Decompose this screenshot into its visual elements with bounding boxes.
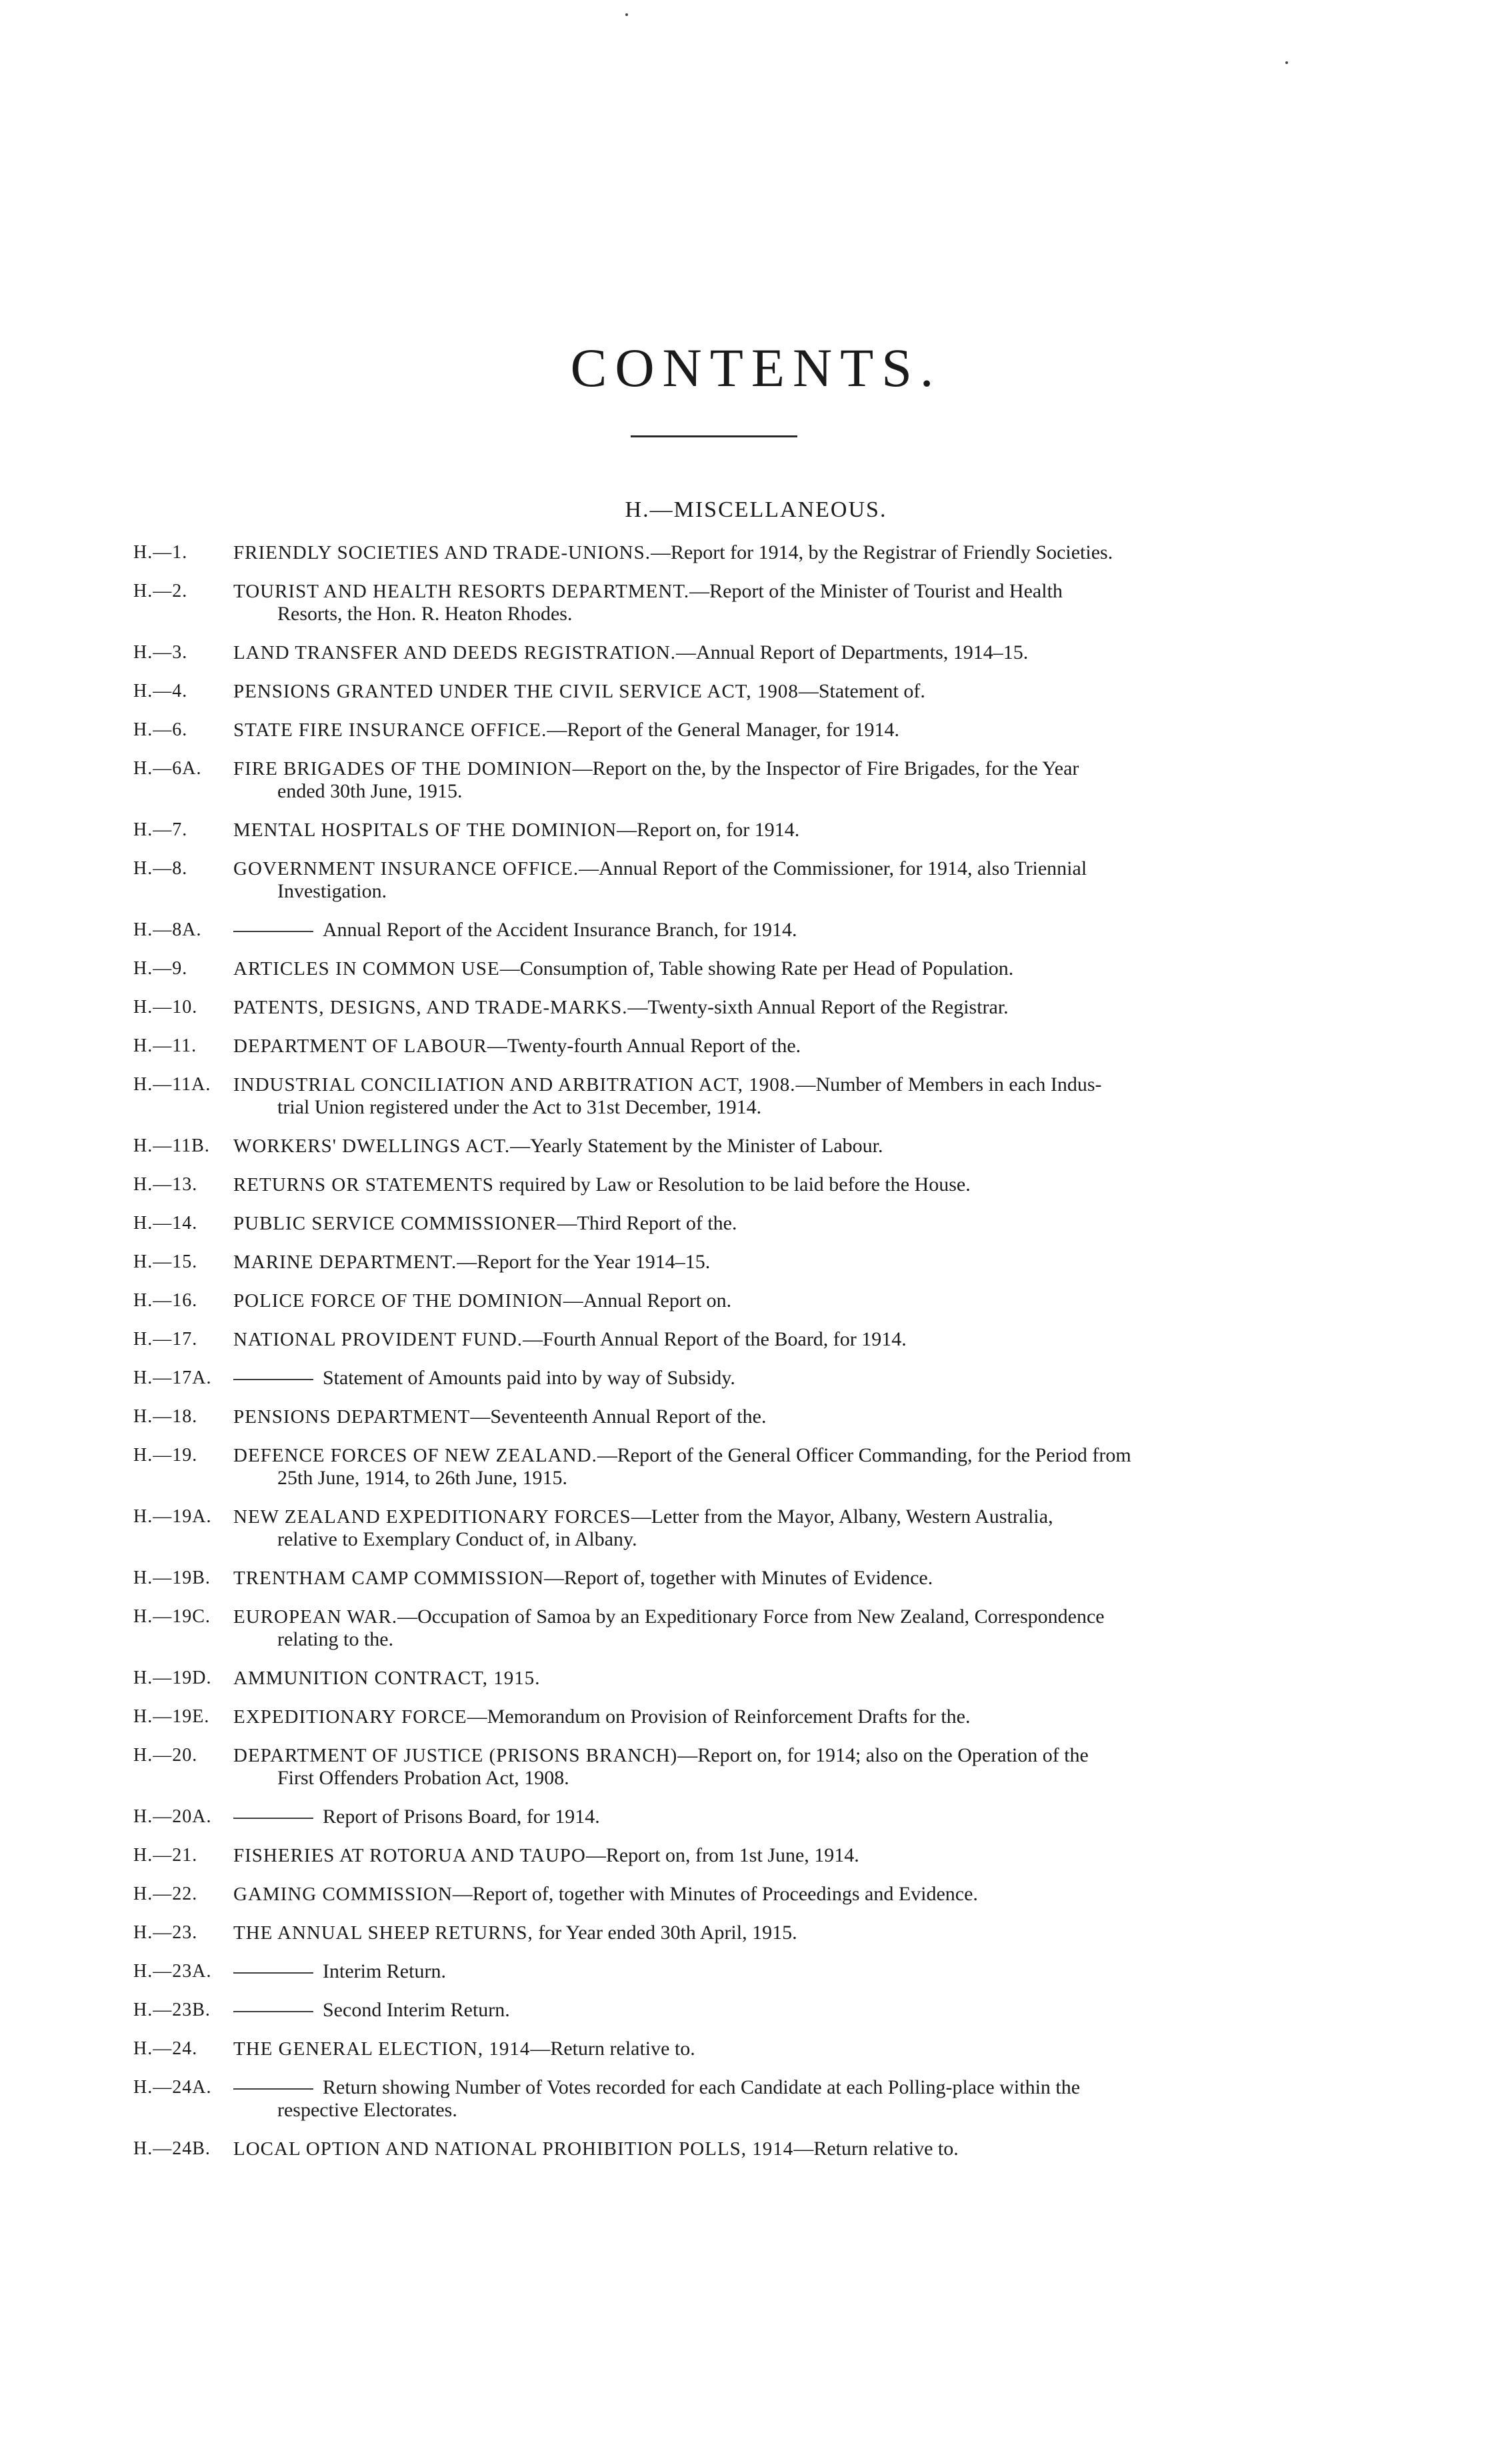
entry-text <box>233 1444 1320 1467</box>
entry-number: H.—24A. <box>133 2077 212 2098</box>
entry-text <box>233 1883 1320 1906</box>
entry-number: H.—23A. <box>133 1961 212 1982</box>
contents-entry <box>133 2076 1320 2099</box>
entry-number: H.—21. <box>133 1845 198 1866</box>
entry-description: —Occupation of Samoa by an Expeditionary Force from New Zealand, Correspondence <box>397 1606 1105 1628</box>
entry-description: Return showing Number of Votes recorded for each Candidate at each Polling-place within the <box>323 2076 1081 2098</box>
entry-block <box>133 1999 1320 2022</box>
entry-number: H.—14. <box>133 1213 198 1234</box>
entry-block <box>133 957 1320 980</box>
entry-block <box>133 919 1320 941</box>
entry-heading: TRENTHAM CAMP COMMISSION <box>233 1568 545 1589</box>
entry-heading: PATENTS, DESIGNS, AND TRADE-MARKS. <box>233 997 628 1018</box>
entry-number: H.—19E. <box>133 1706 210 1727</box>
entry-description: —Statement of. <box>798 680 925 702</box>
contents-entry <box>133 1035 1320 1057</box>
page-title: CONTENTS. <box>570 337 942 398</box>
entry-text <box>233 996 1320 1019</box>
entry-text <box>233 1212 1320 1235</box>
entry-continuation: Investigation. <box>277 880 387 902</box>
entry-text <box>233 541 1320 564</box>
entry-number: H.—6A. <box>133 758 202 779</box>
section-heading: H.—MISCELLANEOUS. <box>625 497 887 522</box>
entry-heading: GAMING COMMISSION <box>233 1884 453 1905</box>
entry-text <box>233 1806 1320 1828</box>
entry-block <box>133 1922 1320 1944</box>
entry-description: —Yearly Statement by the Minister of Labour. <box>510 1135 883 1157</box>
entry-description: —Seventeenth Annual Report of the. <box>470 1406 767 1428</box>
entry-number: H.—8. <box>133 858 188 879</box>
entry-number: H.—19A. <box>133 1506 212 1527</box>
entry-block <box>133 1506 1320 1551</box>
entry-block <box>133 2076 1320 2122</box>
entry-text <box>233 2138 1320 2160</box>
contents-list <box>133 541 1320 2176</box>
entry-block <box>133 1135 1320 1157</box>
contents-entry <box>133 1960 1320 1983</box>
entry-number: H.—20A. <box>133 1806 212 1827</box>
entry-heading: ARTICLES IN COMMON USE <box>233 958 500 979</box>
entry-text <box>233 819 1320 841</box>
contents-entry <box>133 1212 1320 1235</box>
entry-heading: STATE FIRE INSURANCE OFFICE. <box>233 719 547 741</box>
entry-description: —Fourth Annual Report of the Board, for 1914. <box>523 1328 907 1350</box>
entry-description: —Report on the, by the Inspector of Fire Brigades, for the Year <box>572 757 1079 779</box>
entry-text <box>233 641 1320 664</box>
entry-block <box>133 1035 1320 1057</box>
entry-continuation: respective Electorates. <box>277 2099 457 2121</box>
entry-text <box>233 2076 1320 2099</box>
entry-heading: NEW ZEALAND EXPEDITIONARY FORCES <box>233 1506 631 1528</box>
contents-entry <box>133 1506 1320 1528</box>
entry-block <box>133 2038 1320 2060</box>
entry-block <box>133 1706 1320 1728</box>
entry-text <box>233 1173 1320 1196</box>
contents-entry <box>133 1999 1320 2022</box>
entry-number: H.—19. <box>133 1445 198 1466</box>
entry-block <box>133 1444 1320 1490</box>
entry-number: H.—11B. <box>133 1135 210 1156</box>
entry-block <box>133 2138 1320 2160</box>
entry-description: Statement of Amounts paid into by way of Subsidy. <box>323 1367 735 1389</box>
entry-block <box>133 1744 1320 1790</box>
contents-entry <box>133 1328 1320 1351</box>
entry-block <box>133 1960 1320 1983</box>
entry-text <box>233 1960 1320 1983</box>
entry-text <box>233 1328 1320 1351</box>
contents-entry <box>133 641 1320 664</box>
contents-entry <box>133 1173 1320 1196</box>
entry-text <box>233 1251 1320 1274</box>
entry-heading: FISHERIES AT ROTORUA AND TAUPO <box>233 1845 586 1866</box>
entry-continuation: relative to Exemplary Conduct of, in Albany. <box>277 1528 637 1550</box>
ditto-dash <box>233 1379 313 1380</box>
entry-text <box>233 757 1320 780</box>
entry-continuation: 25th June, 1914, to 26th June, 1915. <box>277 1467 567 1489</box>
entry-number: H.—19D. <box>133 1668 212 1688</box>
entry-number: H.—17. <box>133 1329 198 1350</box>
entry-heading: LOCAL OPTION AND NATIONAL PROHIBITION POLLS, 1914 <box>233 2138 794 2160</box>
entry-heading: THE GENERAL ELECTION, 1914 <box>233 2038 531 2060</box>
entry-text <box>233 1367 1320 1390</box>
ditto-dash <box>233 1972 313 1974</box>
contents-entry <box>133 1744 1320 1767</box>
entry-heading: NATIONAL PROVIDENT FUND. <box>233 1329 523 1350</box>
entry-number: H.—23B. <box>133 2000 211 2020</box>
entry-number: H.—20. <box>133 1745 198 1766</box>
contents-entry <box>133 680 1320 703</box>
entry-text <box>233 1706 1320 1728</box>
entry-description: for Year ended 30th April, 1915. <box>533 1922 797 1944</box>
entry-block <box>133 1328 1320 1351</box>
entry-text <box>233 1606 1320 1628</box>
entry-description: —Report of, together with Minutes of Evidence. <box>544 1567 933 1589</box>
entry-description: —Letter from the Mayor, Albany, Western Australia, <box>631 1506 1053 1528</box>
entry-continuation: First Offenders Probation Act, 1908. <box>277 1767 569 1789</box>
entry-number: H.—16. <box>133 1290 198 1311</box>
entry-heading: DEPARTMENT OF JUSTICE (PRISONS BRANCH) <box>233 1745 678 1766</box>
entry-text <box>233 919 1320 941</box>
entry-description: —Report of the General Officer Commanding, for the Period from <box>597 1444 1131 1466</box>
entry-text <box>233 1999 1320 2022</box>
entry-heading: AMMUNITION CONTRACT, 1915. <box>233 1668 541 1689</box>
entry-heading: MENTAL HOSPITALS OF THE DOMINION <box>233 819 617 841</box>
entry-heading: THE ANNUAL SHEEP RETURNS, <box>233 1922 533 1944</box>
entry-description: —Twenty-sixth Annual Report of the Registrar. <box>627 996 1009 1018</box>
entry-text <box>233 1073 1320 1096</box>
contents-entry <box>133 2038 1320 2060</box>
entry-block <box>133 1406 1320 1428</box>
entry-description: Interim Return. <box>323 1960 446 1982</box>
entry-text <box>233 680 1320 703</box>
entry-block <box>133 1212 1320 1235</box>
entry-heading: MARINE DEPARTMENT. <box>233 1252 457 1273</box>
entry-heading: LAND TRANSFER AND DEEDS REGISTRATION. <box>233 642 677 663</box>
contents-entry <box>133 1922 1320 1944</box>
entry-description: —Number of Members in each Indus- <box>795 1073 1102 1095</box>
entry-heading: POLICE FORCE OF THE DOMINION <box>233 1290 563 1312</box>
entry-number: H.—2. <box>133 581 188 601</box>
entry-block <box>133 1567 1320 1590</box>
entry-number: H.—19B. <box>133 1568 211 1588</box>
entry-number: H.—22. <box>133 1884 198 1904</box>
contents-entry <box>133 857 1320 880</box>
contents-entry <box>133 1667 1320 1690</box>
contents-entry <box>133 1251 1320 1274</box>
entry-block <box>133 757 1320 803</box>
contents-entry <box>133 1367 1320 1390</box>
entry-description: —Report on, for 1914; also on the Operation of the <box>677 1744 1089 1766</box>
entry-block <box>133 541 1320 564</box>
contents-entry <box>133 1606 1320 1628</box>
contents-entry <box>133 1135 1320 1157</box>
entry-description: —Report of the General Manager, for 1914. <box>547 719 900 741</box>
entry-text <box>233 857 1320 880</box>
entry-number: H.—4. <box>133 681 188 701</box>
ditto-dash <box>233 1818 313 1819</box>
entry-number: H.—8A. <box>133 919 202 940</box>
entry-number: H.—13. <box>133 1174 198 1195</box>
entry-description: —Report for 1914, by the Registrar of Friendly Societies. <box>650 541 1113 563</box>
entry-text <box>233 719 1320 741</box>
entry-number: H.—7. <box>133 819 188 840</box>
ditto-dash <box>233 931 313 932</box>
entry-block <box>133 1606 1320 1651</box>
title-divider <box>631 435 797 437</box>
entry-block <box>133 1251 1320 1274</box>
print-speck <box>625 13 628 16</box>
contents-entry <box>133 1567 1320 1590</box>
entry-description: —Memorandum on Provision of Reinforcement Drafts for the. <box>467 1706 971 1728</box>
entry-description: —Twenty-fourth Annual Report of the. <box>487 1035 801 1057</box>
entry-description: —Third Report of the. <box>557 1212 737 1234</box>
entry-description: —Consumption of, Table showing Rate per Head of Population. <box>499 957 1014 979</box>
entry-number: H.—11A. <box>133 1074 211 1095</box>
entry-block <box>133 580 1320 625</box>
entry-block <box>133 641 1320 664</box>
entry-number: H.—19C. <box>133 1606 211 1627</box>
entry-text <box>233 1135 1320 1157</box>
contents-entry <box>133 1883 1320 1906</box>
print-speck <box>1285 61 1288 64</box>
entry-heading: EXPEDITIONARY FORCE <box>233 1706 467 1728</box>
entry-description: Second Interim Return. <box>323 1999 510 2021</box>
entry-text <box>233 1406 1320 1428</box>
contents-entry <box>133 1706 1320 1728</box>
entry-text <box>233 580 1320 603</box>
entry-block <box>133 1667 1320 1690</box>
contents-entry <box>133 957 1320 980</box>
entry-number: H.—3. <box>133 642 188 663</box>
entry-description: —Report of, together with Minutes of Proceedings and Evidence. <box>452 1883 978 1905</box>
entry-number: H.—24. <box>133 2038 198 2059</box>
contents-entry <box>133 996 1320 1019</box>
entry-block <box>133 1073 1320 1119</box>
entry-heading: WORKERS' DWELLINGS ACT. <box>233 1135 511 1157</box>
entry-number: H.—23. <box>133 1922 198 1943</box>
entry-text <box>233 1667 1320 1690</box>
entry-description: —Annual Report on. <box>563 1290 732 1312</box>
entry-description: —Report for the Year 1914–15. <box>457 1251 711 1273</box>
entry-description: —Annual Report of the Commissioner, for 1914, also Triennial <box>579 857 1087 879</box>
entry-description: —Return relative to. <box>530 2038 695 2060</box>
entry-text <box>233 1506 1320 1528</box>
contents-entry <box>133 1844 1320 1867</box>
entry-heading: RETURNS OR STATEMENTS <box>233 1174 494 1195</box>
entry-heading: INDUSTRIAL CONCILIATION AND ARBITRATION ACT, 1908. <box>233 1074 796 1095</box>
entry-number: H.—11. <box>133 1035 197 1056</box>
entry-text <box>233 2038 1320 2060</box>
entry-block <box>133 719 1320 741</box>
entry-number: H.—17A. <box>133 1368 212 1388</box>
entry-heading: PUBLIC SERVICE COMMISSIONER <box>233 1213 557 1234</box>
entry-heading: FIRE BRIGADES OF THE DOMINION <box>233 758 573 779</box>
entry-number: H.—6. <box>133 719 188 740</box>
entry-block <box>133 819 1320 841</box>
entry-heading: DEPARTMENT OF LABOUR <box>233 1035 487 1057</box>
contents-entry <box>133 719 1320 741</box>
entry-continuation: Resorts, the Hon. R. Heaton Rhodes. <box>277 603 573 625</box>
entry-continuation: relating to the. <box>277 1628 394 1650</box>
contents-entry <box>133 2138 1320 2160</box>
entry-number: H.—10. <box>133 997 198 1017</box>
entry-text <box>233 1844 1320 1867</box>
entry-description: —Annual Report of Departments, 1914–15. <box>676 641 1029 663</box>
contents-entry <box>133 1444 1320 1467</box>
entry-text <box>233 1290 1320 1312</box>
entry-continuation: trial Union registered under the Act to 31st December, 1914. <box>277 1096 762 1118</box>
entry-text <box>233 1744 1320 1767</box>
entry-number: H.—9. <box>133 958 188 979</box>
entry-block <box>133 1290 1320 1312</box>
entry-number: H.—18. <box>133 1406 198 1427</box>
contents-entry <box>133 919 1320 941</box>
entry-number: H.—15. <box>133 1252 198 1272</box>
entry-number: H.—24B. <box>133 2138 211 2159</box>
entry-heading: GOVERNMENT INSURANCE OFFICE. <box>233 858 579 879</box>
entry-description: —Report on, from 1st June, 1914. <box>585 1844 859 1866</box>
contents-entry <box>133 1290 1320 1312</box>
entry-block <box>133 857 1320 903</box>
entry-number: H.—1. <box>133 542 188 563</box>
entry-continuation: ended 30th June, 1915. <box>277 780 463 802</box>
entry-block <box>133 1844 1320 1867</box>
entry-text <box>233 1922 1320 1944</box>
ditto-dash <box>233 2011 313 2012</box>
entry-block <box>133 1806 1320 1828</box>
entry-description: Report of Prisons Board, for 1914. <box>323 1806 600 1828</box>
entry-block <box>133 680 1320 703</box>
entry-block <box>133 996 1320 1019</box>
contents-entry <box>133 541 1320 564</box>
contents-entry <box>133 580 1320 603</box>
entry-description: —Report of the Minister of Tourist and Health <box>689 580 1063 602</box>
entry-heading: PENSIONS GRANTED UNDER THE CIVIL SERVICE ACT, 1908 <box>233 681 799 702</box>
ditto-dash <box>233 2088 313 2090</box>
entry-description: required by Law or Resolution to be laid before the House. <box>493 1173 971 1195</box>
entry-heading: TOURIST AND HEALTH RESORTS DEPARTMENT. <box>233 581 690 602</box>
contents-entry <box>133 1073 1320 1096</box>
contents-entry <box>133 819 1320 841</box>
entry-text <box>233 957 1320 980</box>
entry-description: —Report on, for 1914. <box>617 819 800 841</box>
contents-entry <box>133 1806 1320 1828</box>
entry-block <box>133 1173 1320 1196</box>
entry-description: Annual Report of the Accident Insurance Branch, for 1914. <box>323 919 797 941</box>
entry-block <box>133 1883 1320 1906</box>
entry-text <box>233 1035 1320 1057</box>
entry-heading: PENSIONS DEPARTMENT <box>233 1406 471 1428</box>
entry-heading: FRIENDLY SOCIETIES AND TRADE-UNIONS. <box>233 542 651 563</box>
contents-entry <box>133 1406 1320 1428</box>
entry-description: —Return relative to. <box>793 2138 959 2160</box>
contents-entry <box>133 757 1320 780</box>
entry-heading: DEFENCE FORCES OF NEW ZEALAND. <box>233 1445 597 1466</box>
entry-heading: EUROPEAN WAR. <box>233 1606 398 1628</box>
entry-text <box>233 1567 1320 1590</box>
entry-block <box>133 1367 1320 1390</box>
